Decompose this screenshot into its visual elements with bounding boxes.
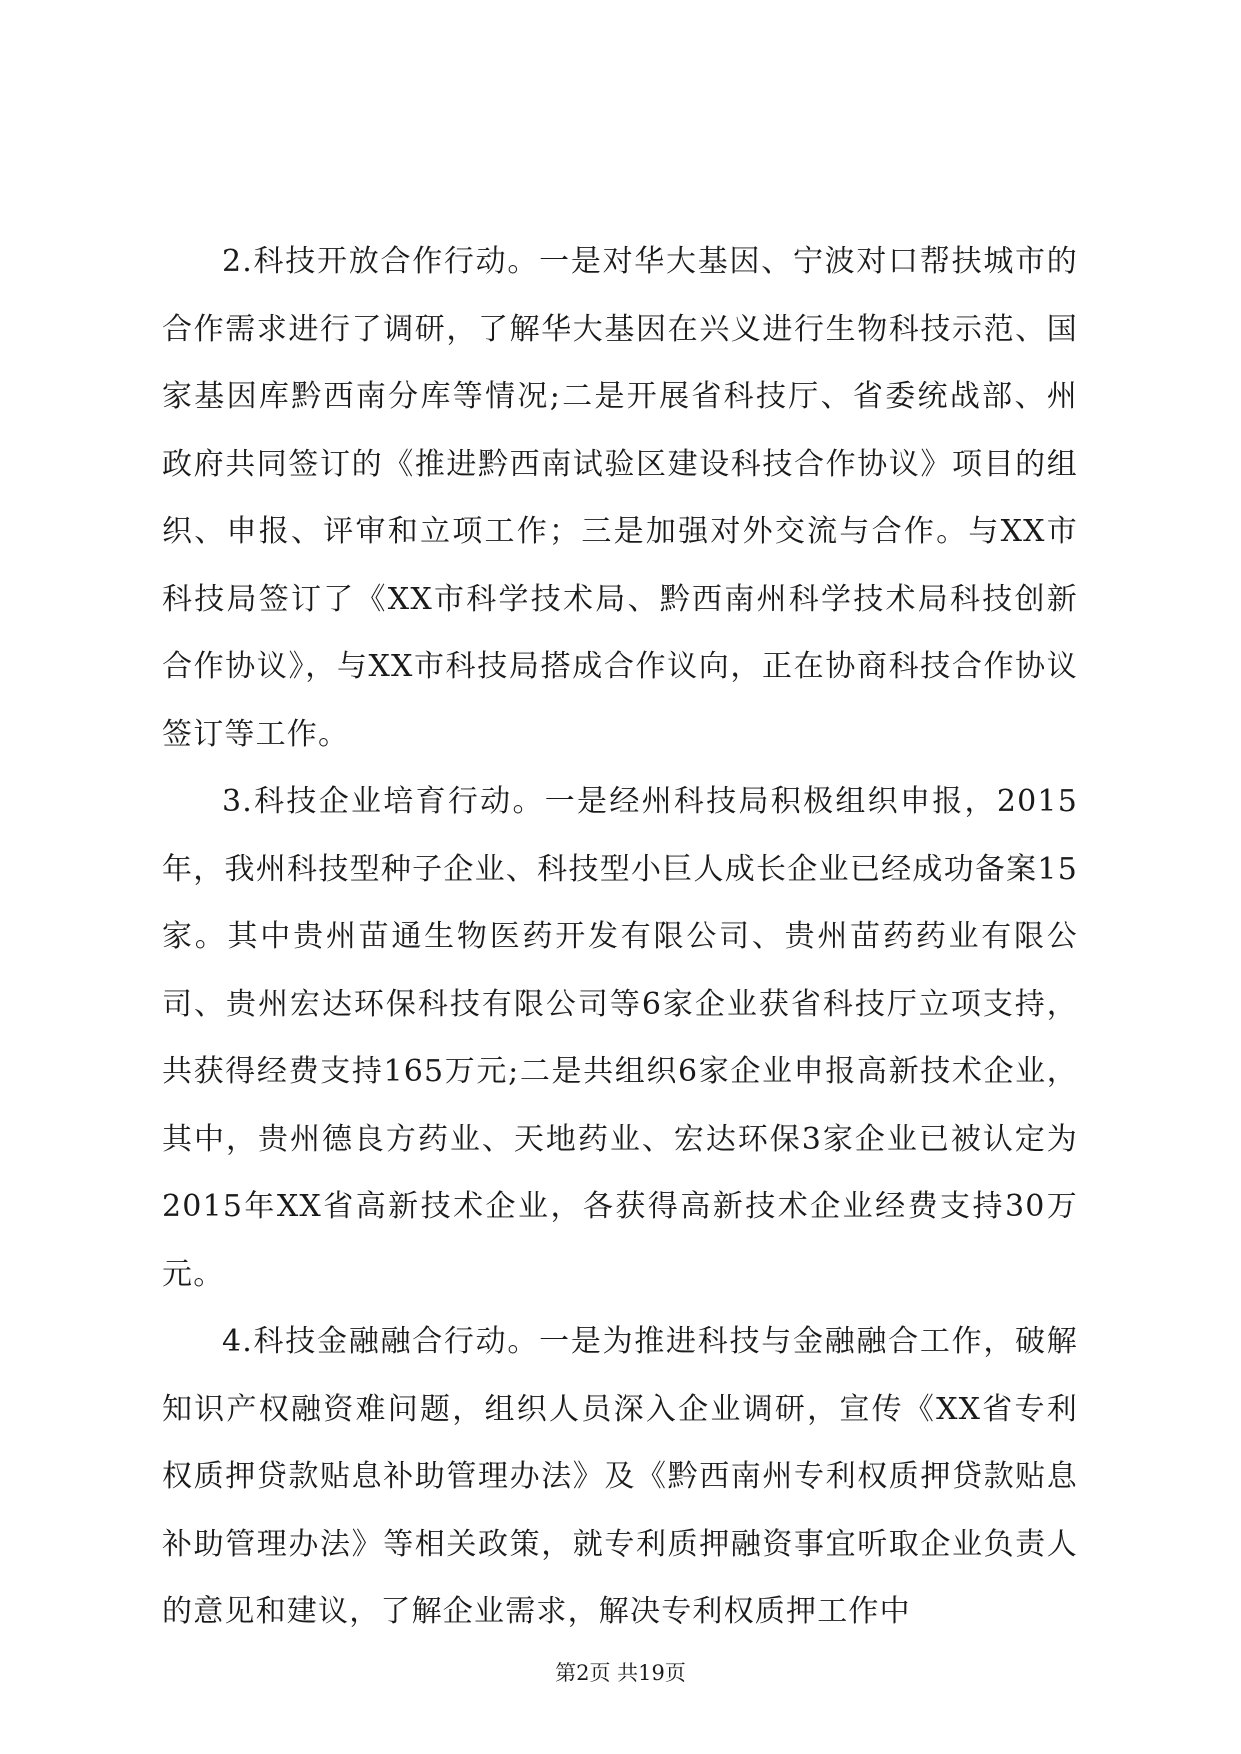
paragraph-4-finance-integration: 4.科技金融融合行动。一是为推进科技与金融融合工作，破解知识产权融资难问题，组织人员深入企业调研，宣传《XX省专利权质押贷款贴息补助管理办法》及《黔西南州专利权质押贷款贴息补助管理办法》等相关政策，就专利质押融资事宜听取企业负责人的意见和建议，了解企业需求，解决专利权质押工作中 xyxy=(162,1324,1078,1629)
page-footer xyxy=(0,1658,1241,1688)
paragraph-3-enterprise-cultivation: 3.科技企业培育行动。一是经州科技局积极组织申报，2015年，我州科技型种子企业、科技型小巨人成长企业已经成功备案15家。其中贵州苗通生物医药开发有限公司、贵州苗药药业有限公司、贵州宏达环保科技有限公司等6家企业获省科技厅立项支持，共获得经费支持165万元;二是共组织6家企业申报高新技术企业，其中，贵州德良方药业、天地药业、宏达环保3家企业已被认定为2015年XX省高新技术企业，各获得高新技术企业经费支持30万元。 xyxy=(162,784,1078,1292)
document-body xyxy=(162,228,1078,1646)
paragraph-2-open-cooperation: 2.科技开放合作行动。一是对华大基因、宁波对口帮扶城市的合作需求进行了调研，了解华大基因在兴义进行生物科技示范、国家基因库黔西南分库等情况;二是开展省科技厅、省委统战部、州政府共同签订的《推进黔西南试验区建设科技合作协议》项目的组织、申报、评审和立项工作；三是加强对外交流与合作。与XX市科技局签订了《XX市科学技术局、黔西南州科学技术局科技创新合作协议》，与XX市科技局搭成合作议向，正在协商科技合作协议签订等工作。 xyxy=(162,244,1078,752)
page-number-label: 第2页 共19页 xyxy=(555,1661,686,1685)
